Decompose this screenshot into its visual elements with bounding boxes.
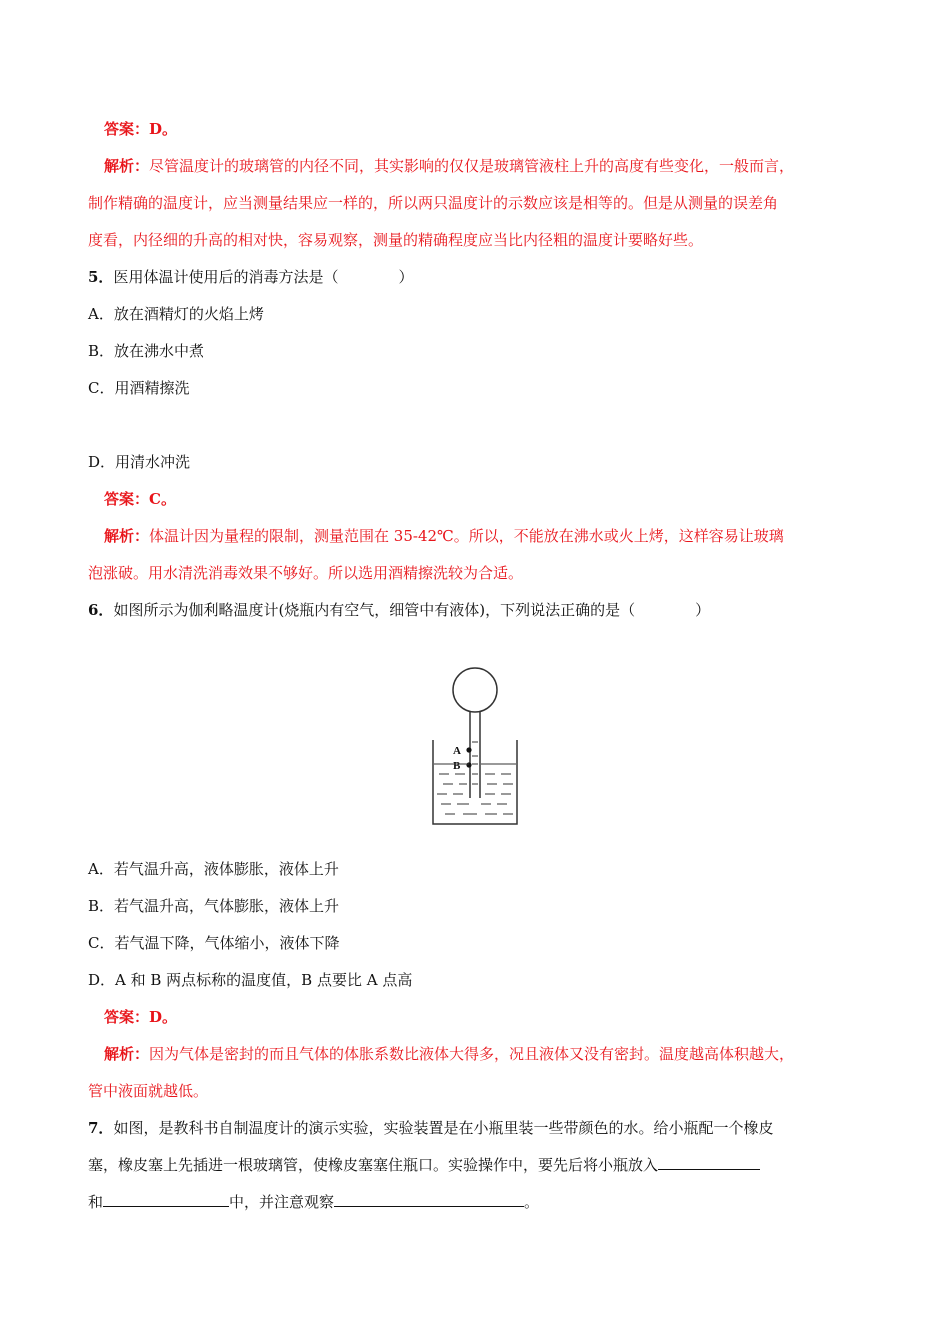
- q6-number: 6．: [88, 601, 114, 619]
- point-a: [466, 747, 471, 752]
- q6-analysis-text-1: 因为气体是密封的而且气体的体胀系数比液体大得多，况且液体又没有密封。温度越高体积越大，: [149, 1045, 795, 1063]
- q5-analysis-line-2: 泡涨破。用水清洗消毒效果不够好。所以选用酒精擦洗较为合适。: [88, 564, 524, 582]
- q5-answer: [104, 488, 176, 510]
- q4-answer: [104, 118, 177, 140]
- q4-analysis-label: 解析：: [104, 157, 150, 175]
- q7-blank-1[interactable]: [658, 1155, 760, 1170]
- q5-stem-text: 医用体温计使用后的消毒方法是（ ）: [113, 268, 414, 286]
- q5-analysis-text-1: 体温计因为量程的限制，测量范围在 35-42℃。所以，不能放在沸水或火上烤，这样容易让玻璃: [149, 527, 784, 545]
- q4-answer-label: 答案：: [104, 120, 150, 138]
- q4-analysis-line-3: 度看，内径细的升高的相对快，容易观察，测量的精确程度应当比内径粗的温度计要略好些。: [88, 231, 704, 249]
- q6-analysis-line-1: [104, 1043, 794, 1065]
- q7-text-3a: 和: [88, 1193, 104, 1211]
- q6-answer-value: D。: [149, 1008, 178, 1026]
- q7-text-2: 塞，橡皮塞上先插进一根玻璃管，使橡皮塞塞住瓶口。实验操作中，要先后将小瓶放入: [88, 1156, 659, 1174]
- q4-analysis-text-1: 尽管温度计的玻璃管的内径不同，其实影响的仅仅是玻璃管液柱上升的高度有些变化，一般而言，: [149, 157, 795, 175]
- q4-analysis-line-2: 制作精确的温度计，应当测量结果应一样的，所以两只温度计的示数应该是相等的。但是从测量的误差角: [88, 194, 779, 212]
- q7-blank-3[interactable]: [334, 1192, 524, 1207]
- point-b-label: B: [453, 760, 461, 772]
- q7-text-3b: 中，并注意观察: [229, 1193, 335, 1211]
- q6-stem-text: 如图所示为伽利略温度计(烧瓶内有空气，细管中有液体)，下列说法正确的是（ ）: [113, 601, 711, 619]
- q4-analysis-line-1: [104, 155, 794, 177]
- flask-bulb: [453, 668, 497, 712]
- q7-text-3c: 。: [524, 1193, 540, 1211]
- q5-stem: [88, 266, 413, 288]
- q6-option-c: C．若气温下降，气体缩小，液体下降: [88, 934, 340, 952]
- q5-answer-value: C。: [149, 490, 176, 508]
- q6-option-d: D．A 和 B 两点标称的温度值，B 点要比 A 点高: [88, 971, 413, 989]
- q5-answer-label: 答案：: [104, 490, 150, 508]
- q6-answer-label: 答案：: [104, 1008, 150, 1026]
- q7-blank-2[interactable]: [103, 1192, 229, 1207]
- q5-option-d: D．用清水冲洗: [88, 453, 191, 471]
- tube-liquid: [471, 742, 479, 798]
- q7-line-3: [88, 1191, 539, 1213]
- q7-text-1: 如图，是教科书自制温度计的演示实验，实验装置是在小瓶里装一些带颜色的水。给小瓶配一个橡皮: [113, 1119, 774, 1137]
- q4-answer-value: D。: [149, 120, 178, 138]
- q5-number: 5．: [88, 268, 114, 286]
- galileo-thermometer-figure: [425, 660, 525, 830]
- point-a-label: A: [453, 745, 461, 757]
- q6-option-a: A．若气温升高，液体膨胀，液体上升: [88, 860, 339, 878]
- point-b: [466, 762, 471, 767]
- q5-analysis-line-1: [104, 525, 784, 547]
- q5-analysis-label: 解析：: [104, 527, 150, 545]
- q7-line-1: [88, 1117, 773, 1139]
- q6-option-b: B．若气温升高，气体膨胀，液体上升: [88, 897, 340, 915]
- q6-answer: [104, 1006, 177, 1028]
- q6-analysis-label: 解析：: [104, 1045, 150, 1063]
- q7-line-2: [88, 1154, 760, 1176]
- q5-option-a: A．放在酒精灯的火焰上烤: [88, 305, 264, 323]
- q5-option-b: B．放在沸水中煮: [88, 342, 205, 360]
- q5-option-c: C．用酒精擦洗: [88, 379, 190, 397]
- q7-number: 7．: [88, 1119, 114, 1137]
- q6-stem: [88, 599, 710, 621]
- q6-analysis-line-2: 管中液面就越低。: [88, 1082, 209, 1100]
